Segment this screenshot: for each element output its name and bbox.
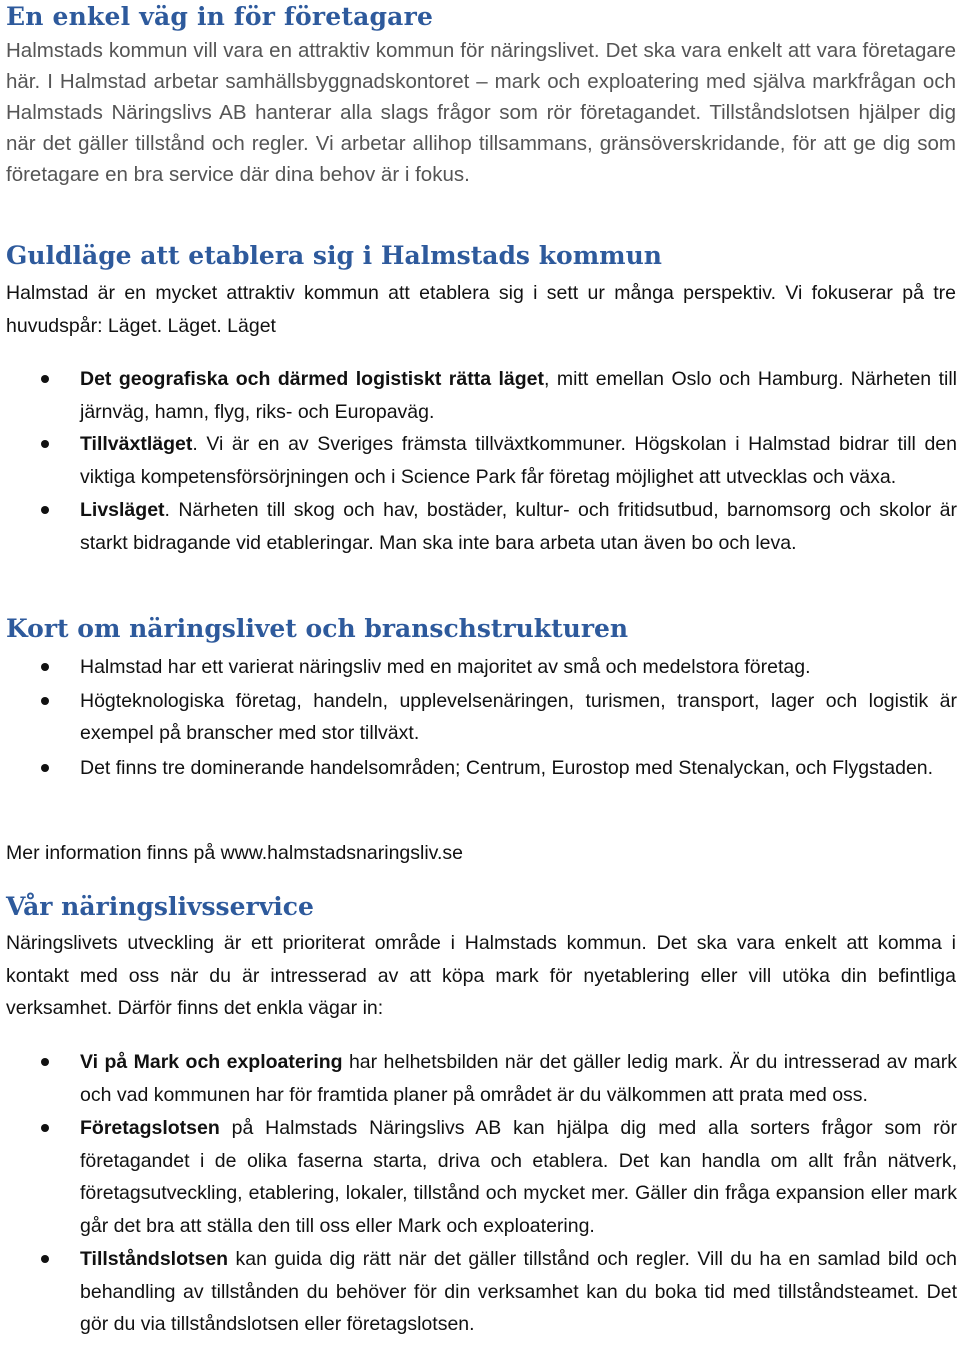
guldlage-paragraph: Halmstad är en mycket attraktiv kommun att etablera sig i sett ur många perspektiv. Vi fokuserar på tre huvudspår: Läget. Läget. Läget [6,282,956,337]
bullet-icon [41,1124,49,1132]
bullet-icon [41,764,49,772]
list-item-text: . Närheten till skog och hav, bostäder, kultur- och fritidsutbud, barnomsorg och skolor är starkt bidragande vid etableringar. Man ska inte bara arbeta utan även bo och leva. [80,499,957,554]
heading-guldlage: Guldläge att etablera sig i Halmstads kommun [6,241,662,270]
list-item [0,1046,957,1111]
list-item [0,752,957,785]
heading-enkel-vag: En enkel väg in för företagare [6,2,434,31]
list-item-text: kan guida dig rätt när det gäller tillstånd och regler. Vill du ha en samlad bild och behandling av tillstånden du behöver för din verksamhet kan du boka tid med tillståndsteamet. Det gör du via tillståndslotsen eller företagslotsen. [80,1248,957,1335]
list-item [0,1243,957,1341]
heading-var-naringslivsservice: Vår näringslivsservice [6,892,314,921]
heading-kort-om-naringslivet: Kort om näringslivet och branschstrukturen [6,614,629,643]
bullet-icon [41,506,49,514]
service-list [0,1046,957,1341]
bullet-icon [41,1058,49,1066]
bullet-icon [41,663,49,671]
intro-text-c: Vi arbetar allihop tillsammans, gränsöverskridande, för att ge dig som företagare en bra service där dina behov är i fokus. [6,132,957,186]
bullet-icon [41,1255,49,1263]
list-item [0,494,957,559]
list-item [0,651,957,684]
list-item-text: Halmstad har ett varierat näringsliv med en majoritet av små och medelstora företag. [80,656,811,678]
list-item [0,363,957,428]
list-item [0,685,957,750]
more-info-line: Mer information finns på www.halmstadsnaringsliv.se [6,842,463,864]
intro-paragraph [6,35,956,190]
intro-text-b: Tillståndslotsen hjälper dig när det gäller tillstånd och regler. [6,101,956,155]
list-item-bold: Vi på Mark och exploatering [80,1051,343,1073]
list-item-text: , mitt emellan Oslo och Hamburg. Närheten till järnväg, hamn, flyg, riks- och Europaväg. [80,368,958,423]
list-item [0,428,957,493]
list-item-bold: Tillväxtläget [80,433,193,455]
list-item [0,1112,957,1242]
list-item-text: Det finns tre dominerande handelsområden; Centrum, Eurostop med Stenalyckan, och Flygstaden. [80,756,934,779]
list-item-bold: Tillståndslotsen [80,1248,229,1270]
list-item-text: har helhetsbilden när det gäller ledig mark. Är du intresserad av mark och vad kommunen har för framtida planer på området är du välkommen att prata med oss. [80,1051,957,1106]
list-item-text: Högteknologiska företag, handeln, upplevelsenäringen, turismen, transport, lager och logistik är exempel på branscher med stor tillväxt. [80,689,957,744]
bullet-icon [41,375,49,383]
list-item-text: på Halmstads Näringslivs AB kan hjälpa dig med alla sorters frågor som rör företagandet i de olika faserna starta, driva och etablera. Det kan handla om allt från nätverk, företagsutveckling, etablering, lokaler, tillstånd och mycket mer. Gäller din fråga expansion eller mark går det bra att ställa den till oss eller Mark och exploatering. [80,1117,957,1237]
service-paragraph: Näringslivets utveckling är ett prioriterat område i Halmstads kommun. Det ska vara enkelt att komma i kontakt med oss när du är intresserad av att köpa mark för nyetablering eller vill utöka din befintliga verksamhet. Därför finns det enkla vägar in: [6,932,956,1019]
naringsliv-list [0,651,957,784]
bullet-icon [41,440,49,448]
list-item-text: . Vi är en av Sveriges främsta tillväxtkommuner. Högskolan i Halmstad bidrar till den viktiga kompetensförsörjningen och i Science Park får företag möjlighet att utvecklas och växa. [80,433,957,488]
list-item-bold: Det geografiska och därmed logistiskt rätta läget [80,368,545,390]
guldlage-list [0,363,957,559]
bullet-icon [41,697,49,705]
list-item-bold: Livsläget [80,499,165,521]
intro-text-a: Halmstads kommun vill vara en attraktiv kommun för näringslivet. Det ska vara enkelt att vara företagare här. I Halmstad arbetar samhällsbyggnadskontoret – mark och exploatering med själva markfrågan och Halmstads Näringslivs AB hanterar alla slags frågor som rör företagandet. [6,39,956,124]
list-item-bold: Företagslotsen [80,1117,220,1139]
